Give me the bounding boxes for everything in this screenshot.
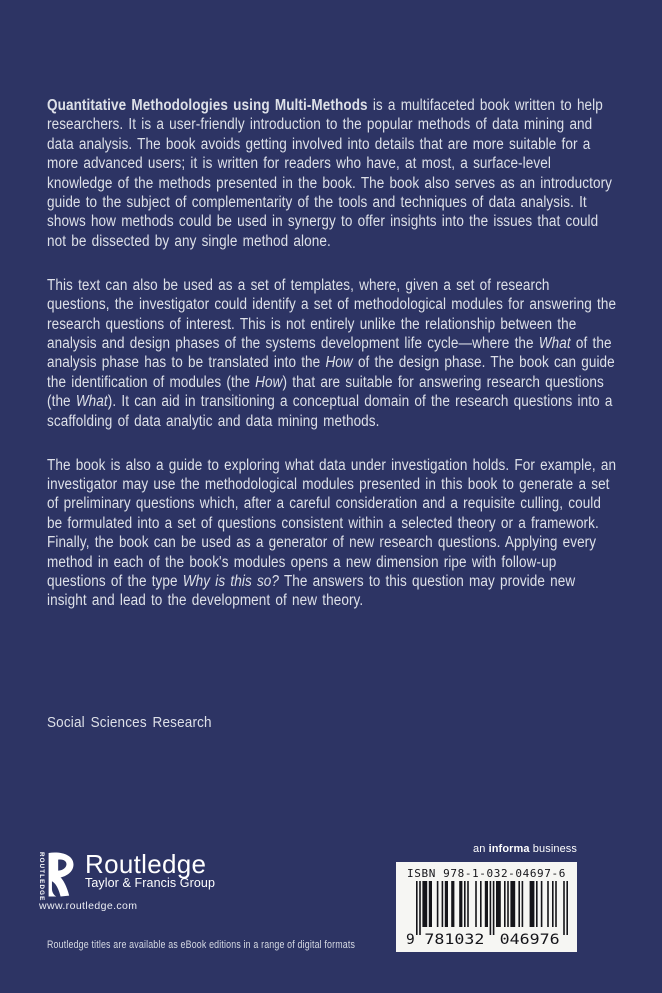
blurb-text-run: of the design phase. The book can guide the identification of modules (the — [47, 354, 615, 391]
informa-pre-text: an — [472, 843, 489, 855]
category-label: Social Sciences Research — [47, 714, 212, 731]
informa-business-label — [396, 843, 577, 855]
blurb-paragraph — [47, 456, 616, 611]
blurb-text-run: is a multifaceted book written to help researchers. It is a user-friendly introduction to the popular methods of data mining and data analysis. The book avoids getting involved into details that are more suitable for a more advanced users; it is written for readers who have, at most, a surface-level knowledge of the methods presented in the book. The book also serves as an introductory guide to the subject of complementarity of the tools and techniques of data analysis. It shows how methods could be used in synergy to offer insights into the issues that could not be dissected by any single method alone. — [47, 97, 613, 250]
barcode-digit-group: 781032 — [423, 932, 484, 947]
blurb-text-run: Why is this so? — [182, 572, 280, 590]
routledge-wordmark: Routledge — [85, 849, 207, 879]
informa-post-text: business — [529, 843, 577, 855]
publisher-name-block — [85, 849, 216, 897]
blurb-text-run: What — [538, 334, 571, 352]
blurb-text-run: of the analysis phase has to be translated into the — [47, 334, 612, 372]
routledge-vertical-wordmark: ROUTLEDGE — [38, 852, 45, 902]
blurb-text-run: How — [255, 373, 283, 391]
blurb-text-run: ). It can aid in transitioning a conceptual domain of the research questions into a scaffolding of data analytic and data mining methods. — [47, 393, 613, 430]
blurb-paragraph — [47, 276, 616, 431]
blurb-text-run: The book is also a guide to exploring what data under investigation holds. For example, an investigator may use the methodological modules presented in this book to generate a set of preliminary questions which, after a careful consideration and a requisite culling, could be formulated into a set of questions consistent within a selected theory or a framework. Finally, the book can be used as a generator of new research questions. Applying every method in each of the book's modules opens a new dimension ripe with follow-up questions of the type — [47, 456, 617, 590]
taylor-francis-group-label: Taylor & Francis Group — [85, 876, 216, 890]
publisher-website: www.routledge.com — [39, 900, 138, 912]
blurb-text-run: ) that are suitable for answering research questions (the — [47, 373, 604, 411]
blurb-text-run: What — [75, 393, 108, 411]
blurb-text-run: How — [325, 354, 353, 372]
isbn-barcode — [396, 862, 577, 952]
blurb-text-run: The answers to this question may provide new insight and lead to the development of new theory. — [47, 572, 576, 610]
ebook-availability-note: Routledge titles are available as eBook editions in a range of digital formats — [47, 939, 356, 951]
routledge-r-icon — [47, 852, 77, 897]
informa-brand-text: informa — [488, 843, 530, 855]
barcode-digit-group: 046976 — [499, 932, 560, 947]
blurb-paragraph — [47, 96, 616, 251]
blurb-text — [47, 96, 616, 635]
barcode-digit-group: 9 — [405, 932, 415, 947]
blurb-text-run: This text can also be used as a set of templates, where, given a set of research questions, the investigator could identify a set of methodological modules for answering the research questions of interest. This is not entirely unlike the relationship between the analysis and design phases of the systems development life cycle—where the — [47, 276, 617, 352]
blurb-text-run: Quantitative Methodologies using Multi-Methods — [47, 97, 368, 114]
isbn-number-label: ISBN 978-1-032-04697-6 — [407, 867, 566, 880]
barcode-bars — [404, 881, 570, 947]
routledge-logo — [37, 849, 216, 902]
